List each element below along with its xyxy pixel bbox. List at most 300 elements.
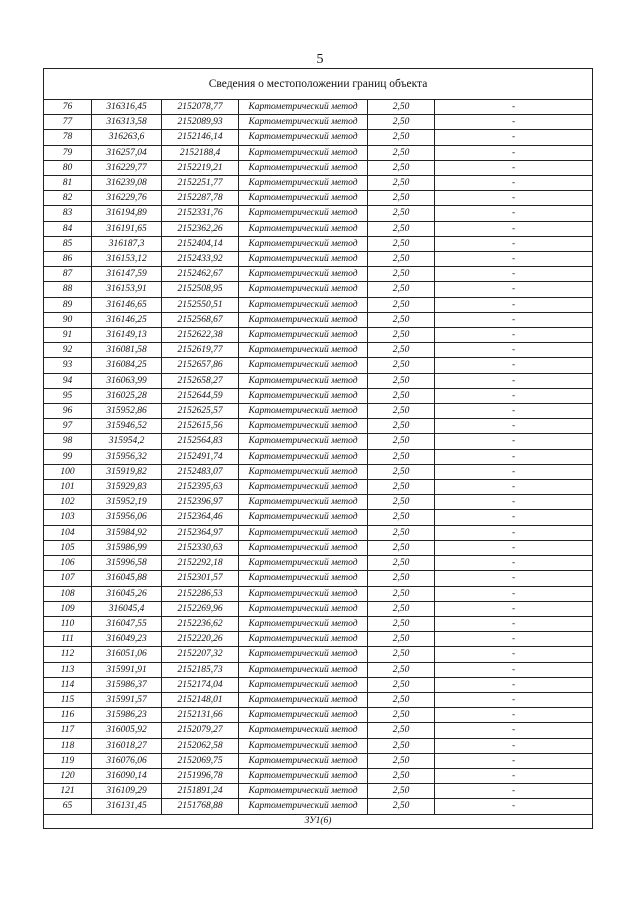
- table-row: [44, 100, 593, 115]
- point-number-cell: 84: [44, 221, 92, 236]
- y-coordinate-cell: 2152069,75: [162, 753, 239, 768]
- description-cell: -: [435, 540, 593, 555]
- y-coordinate-cell: 2152220,26: [162, 632, 239, 647]
- x-coordinate-cell: 316316,45: [92, 100, 162, 115]
- description-cell: -: [435, 100, 593, 115]
- method-cell: Картометрический метод: [239, 267, 368, 282]
- accuracy-cell: 2,50: [368, 662, 435, 677]
- table-row: [44, 571, 593, 586]
- point-number-cell: 105: [44, 540, 92, 555]
- y-coordinate-cell: 2152364,97: [162, 525, 239, 540]
- accuracy-cell: 2,50: [368, 267, 435, 282]
- method-cell: Картометрический метод: [239, 297, 368, 312]
- accuracy-cell: 2,50: [368, 692, 435, 707]
- y-coordinate-cell: 2152362,26: [162, 221, 239, 236]
- point-number-cell: 88: [44, 282, 92, 297]
- description-cell: -: [435, 692, 593, 707]
- method-cell: Картометрический метод: [239, 738, 368, 753]
- description-cell: -: [435, 586, 593, 601]
- description-cell: -: [435, 647, 593, 662]
- point-number-cell: 95: [44, 388, 92, 403]
- point-number-cell: 108: [44, 586, 92, 601]
- method-cell: Картометрический метод: [239, 510, 368, 525]
- y-coordinate-cell: 2152615,56: [162, 419, 239, 434]
- method-cell: Картометрический метод: [239, 449, 368, 464]
- x-coordinate-cell: 315986,23: [92, 708, 162, 723]
- description-cell: -: [435, 571, 593, 586]
- y-coordinate-cell: 2152462,67: [162, 267, 239, 282]
- accuracy-cell: 2,50: [368, 358, 435, 373]
- description-cell: -: [435, 236, 593, 251]
- table-row: [44, 540, 593, 555]
- accuracy-cell: 2,50: [368, 343, 435, 358]
- table-row: [44, 434, 593, 449]
- y-coordinate-cell: 2152330,63: [162, 540, 239, 555]
- description-cell: -: [435, 297, 593, 312]
- x-coordinate-cell: 315954,2: [92, 434, 162, 449]
- table-row: [44, 480, 593, 495]
- y-coordinate-cell: 2152188,4: [162, 145, 239, 160]
- table-row: [44, 236, 593, 251]
- x-coordinate-cell: 316018,27: [92, 738, 162, 753]
- point-number-cell: 112: [44, 647, 92, 662]
- y-coordinate-cell: 2152286,53: [162, 586, 239, 601]
- method-cell: Картометрический метод: [239, 723, 368, 738]
- y-coordinate-cell: 2152622,38: [162, 328, 239, 343]
- x-coordinate-cell: 316229,76: [92, 191, 162, 206]
- accuracy-cell: 2,50: [368, 206, 435, 221]
- point-number-cell: 100: [44, 464, 92, 479]
- description-cell: -: [435, 160, 593, 175]
- y-coordinate-cell: 2152174,04: [162, 677, 239, 692]
- x-coordinate-cell: 316045,26: [92, 586, 162, 601]
- accuracy-cell: 2,50: [368, 221, 435, 236]
- table-row: [44, 723, 593, 738]
- x-coordinate-cell: 315984,92: [92, 525, 162, 540]
- x-coordinate-cell: 316263,6: [92, 130, 162, 145]
- description-cell: -: [435, 404, 593, 419]
- method-cell: Картометрический метод: [239, 236, 368, 251]
- point-number-cell: 79: [44, 145, 92, 160]
- description-cell: -: [435, 449, 593, 464]
- accuracy-cell: 2,50: [368, 130, 435, 145]
- point-number-cell: 116: [44, 708, 92, 723]
- x-coordinate-cell: 316084,25: [92, 358, 162, 373]
- point-number-cell: 92: [44, 343, 92, 358]
- point-number-cell: 114: [44, 677, 92, 692]
- accuracy-cell: 2,50: [368, 312, 435, 327]
- method-cell: Картометрический метод: [239, 130, 368, 145]
- description-cell: -: [435, 145, 593, 160]
- y-coordinate-cell: 2151768,88: [162, 799, 239, 814]
- method-cell: Картометрический метод: [239, 343, 368, 358]
- x-coordinate-cell: 316081,58: [92, 343, 162, 358]
- point-number-cell: 103: [44, 510, 92, 525]
- description-cell: -: [435, 601, 593, 616]
- x-coordinate-cell: 316313,58: [92, 115, 162, 130]
- table-row: [44, 373, 593, 388]
- point-number-cell: 90: [44, 312, 92, 327]
- description-cell: -: [435, 510, 593, 525]
- table-row: [44, 267, 593, 282]
- description-cell: -: [435, 221, 593, 236]
- method-cell: Картометрический метод: [239, 799, 368, 814]
- y-coordinate-cell: 2152078,77: [162, 100, 239, 115]
- method-cell: Картометрический метод: [239, 404, 368, 419]
- point-number-cell: 83: [44, 206, 92, 221]
- method-cell: Картометрический метод: [239, 464, 368, 479]
- description-cell: -: [435, 753, 593, 768]
- description-cell: -: [435, 525, 593, 540]
- y-coordinate-cell: 2152269,96: [162, 601, 239, 616]
- y-coordinate-cell: 2152564,83: [162, 434, 239, 449]
- x-coordinate-cell: 315996,58: [92, 556, 162, 571]
- point-number-cell: 113: [44, 662, 92, 677]
- y-coordinate-cell: 2152433,92: [162, 252, 239, 267]
- point-number-cell: 82: [44, 191, 92, 206]
- table-row: [44, 206, 593, 221]
- method-cell: Картометрический метод: [239, 556, 368, 571]
- accuracy-cell: 2,50: [368, 723, 435, 738]
- description-cell: -: [435, 434, 593, 449]
- y-coordinate-cell: 2152207,32: [162, 647, 239, 662]
- description-cell: -: [435, 464, 593, 479]
- accuracy-cell: 2,50: [368, 176, 435, 191]
- y-coordinate-cell: 2152644,59: [162, 388, 239, 403]
- table-footer-row: [44, 814, 593, 828]
- description-cell: -: [435, 328, 593, 343]
- y-coordinate-cell: 2152568,67: [162, 312, 239, 327]
- x-coordinate-cell: 316194,89: [92, 206, 162, 221]
- y-coordinate-cell: 2152404,14: [162, 236, 239, 251]
- x-coordinate-cell: 316153,91: [92, 282, 162, 297]
- method-cell: Картометрический метод: [239, 206, 368, 221]
- accuracy-cell: 2,50: [368, 191, 435, 206]
- table-row: [44, 343, 593, 358]
- table-row: [44, 677, 593, 692]
- description-cell: -: [435, 799, 593, 814]
- table-row: [44, 616, 593, 631]
- description-cell: -: [435, 206, 593, 221]
- y-coordinate-cell: 2152131,66: [162, 708, 239, 723]
- method-cell: Картометрический метод: [239, 525, 368, 540]
- x-coordinate-cell: 316191,65: [92, 221, 162, 236]
- table-title: Сведения о местоположении границ объекта: [44, 69, 593, 100]
- accuracy-cell: 2,50: [368, 464, 435, 479]
- table-row: [44, 768, 593, 783]
- table-row: [44, 662, 593, 677]
- method-cell: Картометрический метод: [239, 571, 368, 586]
- method-cell: Картометрический метод: [239, 616, 368, 631]
- y-coordinate-cell: 2152292,18: [162, 556, 239, 571]
- accuracy-cell: 2,50: [368, 236, 435, 251]
- point-number-cell: 96: [44, 404, 92, 419]
- table-row: [44, 115, 593, 130]
- accuracy-cell: 2,50: [368, 373, 435, 388]
- y-coordinate-cell: 2151891,24: [162, 784, 239, 799]
- point-number-cell: 97: [44, 419, 92, 434]
- method-cell: Картометрический метод: [239, 312, 368, 327]
- x-coordinate-cell: 315956,32: [92, 449, 162, 464]
- accuracy-cell: 2,50: [368, 616, 435, 631]
- accuracy-cell: 2,50: [368, 495, 435, 510]
- y-coordinate-cell: 2152089,93: [162, 115, 239, 130]
- accuracy-cell: 2,50: [368, 586, 435, 601]
- x-coordinate-cell: 316051,06: [92, 647, 162, 662]
- point-number-cell: 87: [44, 267, 92, 282]
- accuracy-cell: 2,50: [368, 753, 435, 768]
- x-coordinate-cell: 316045,88: [92, 571, 162, 586]
- table-row: [44, 738, 593, 753]
- accuracy-cell: 2,50: [368, 601, 435, 616]
- table-row: [44, 586, 593, 601]
- y-coordinate-cell: 2152331,76: [162, 206, 239, 221]
- accuracy-cell: 2,50: [368, 510, 435, 525]
- description-cell: -: [435, 267, 593, 282]
- accuracy-cell: 2,50: [368, 784, 435, 799]
- description-cell: -: [435, 662, 593, 677]
- method-cell: Картометрический метод: [239, 176, 368, 191]
- x-coordinate-cell: 316005,92: [92, 723, 162, 738]
- point-number-cell: 91: [44, 328, 92, 343]
- table-footer: ЗУ1(6): [44, 814, 593, 828]
- method-cell: Картометрический метод: [239, 373, 368, 388]
- y-coordinate-cell: 2152625,57: [162, 404, 239, 419]
- description-cell: -: [435, 495, 593, 510]
- table-row: [44, 191, 593, 206]
- point-number-cell: 118: [44, 738, 92, 753]
- method-cell: Картометрический метод: [239, 662, 368, 677]
- accuracy-cell: 2,50: [368, 388, 435, 403]
- point-number-cell: 85: [44, 236, 92, 251]
- x-coordinate-cell: 315986,99: [92, 540, 162, 555]
- y-coordinate-cell: 2152395,63: [162, 480, 239, 495]
- y-coordinate-cell: 2152251,77: [162, 176, 239, 191]
- table-row: [44, 647, 593, 662]
- table-row: [44, 556, 593, 571]
- table-row: [44, 312, 593, 327]
- description-cell: -: [435, 708, 593, 723]
- page-number: 5: [316, 52, 324, 67]
- x-coordinate-cell: 316147,59: [92, 267, 162, 282]
- point-number-cell: 89: [44, 297, 92, 312]
- table-row: [44, 632, 593, 647]
- x-coordinate-cell: 316045,4: [92, 601, 162, 616]
- table-row: [44, 130, 593, 145]
- y-coordinate-cell: 2151996,78: [162, 768, 239, 783]
- method-cell: Картометрический метод: [239, 601, 368, 616]
- description-cell: -: [435, 191, 593, 206]
- point-number-cell: 86: [44, 252, 92, 267]
- x-coordinate-cell: 316049,23: [92, 632, 162, 647]
- x-coordinate-cell: 316090,14: [92, 768, 162, 783]
- method-cell: Картометрический метод: [239, 586, 368, 601]
- table-body: [44, 69, 593, 829]
- y-coordinate-cell: 2152491,74: [162, 449, 239, 464]
- point-number-cell: 110: [44, 616, 92, 631]
- description-cell: -: [435, 738, 593, 753]
- y-coordinate-cell: 2152185,73: [162, 662, 239, 677]
- x-coordinate-cell: 316076,06: [92, 753, 162, 768]
- table-row: [44, 252, 593, 267]
- table-row: [44, 145, 593, 160]
- table-row: [44, 692, 593, 707]
- y-coordinate-cell: 2152657,86: [162, 358, 239, 373]
- method-cell: Картометрический метод: [239, 495, 368, 510]
- point-number-cell: 121: [44, 784, 92, 799]
- table-row: [44, 328, 593, 343]
- y-coordinate-cell: 2152148,01: [162, 692, 239, 707]
- accuracy-cell: 2,50: [368, 419, 435, 434]
- table-row: [44, 419, 593, 434]
- point-number-cell: 81: [44, 176, 92, 191]
- method-cell: Картометрический метод: [239, 692, 368, 707]
- y-coordinate-cell: 2152658,27: [162, 373, 239, 388]
- accuracy-cell: 2,50: [368, 449, 435, 464]
- table-row: [44, 753, 593, 768]
- point-number-cell: 109: [44, 601, 92, 616]
- point-number-cell: 99: [44, 449, 92, 464]
- method-cell: Картометрический метод: [239, 221, 368, 236]
- method-cell: Картометрический метод: [239, 480, 368, 495]
- x-coordinate-cell: 315929,83: [92, 480, 162, 495]
- accuracy-cell: 2,50: [368, 556, 435, 571]
- y-coordinate-cell: 2152079,27: [162, 723, 239, 738]
- accuracy-cell: 2,50: [368, 404, 435, 419]
- description-cell: -: [435, 343, 593, 358]
- accuracy-cell: 2,50: [368, 297, 435, 312]
- accuracy-cell: 2,50: [368, 632, 435, 647]
- accuracy-cell: 2,50: [368, 100, 435, 115]
- accuracy-cell: 2,50: [368, 768, 435, 783]
- description-cell: -: [435, 388, 593, 403]
- accuracy-cell: 2,50: [368, 677, 435, 692]
- method-cell: Картометрический метод: [239, 647, 368, 662]
- point-number-cell: 77: [44, 115, 92, 130]
- table-row: [44, 358, 593, 373]
- point-number-cell: 80: [44, 160, 92, 175]
- x-coordinate-cell: 316187,3: [92, 236, 162, 251]
- point-number-cell: 106: [44, 556, 92, 571]
- x-coordinate-cell: 316063,99: [92, 373, 162, 388]
- x-coordinate-cell: 316239,08: [92, 176, 162, 191]
- accuracy-cell: 2,50: [368, 738, 435, 753]
- x-coordinate-cell: 315919,82: [92, 464, 162, 479]
- description-cell: -: [435, 480, 593, 495]
- method-cell: Картометрический метод: [239, 115, 368, 130]
- method-cell: Картометрический метод: [239, 100, 368, 115]
- x-coordinate-cell: 316025,28: [92, 388, 162, 403]
- point-number-cell: 107: [44, 571, 92, 586]
- x-coordinate-cell: 316149,13: [92, 328, 162, 343]
- method-cell: Картометрический метод: [239, 282, 368, 297]
- accuracy-cell: 2,50: [368, 799, 435, 814]
- method-cell: Картометрический метод: [239, 358, 368, 373]
- table-row: [44, 221, 593, 236]
- y-coordinate-cell: 2152396,97: [162, 495, 239, 510]
- description-cell: -: [435, 419, 593, 434]
- table-row: [44, 297, 593, 312]
- x-coordinate-cell: 316047,55: [92, 616, 162, 631]
- point-number-cell: 104: [44, 525, 92, 540]
- x-coordinate-cell: 316109,29: [92, 784, 162, 799]
- table-title-row: [44, 69, 593, 100]
- point-number-cell: 98: [44, 434, 92, 449]
- table-row: [44, 176, 593, 191]
- y-coordinate-cell: 2152483,07: [162, 464, 239, 479]
- table-row: [44, 601, 593, 616]
- x-coordinate-cell: 316257,04: [92, 145, 162, 160]
- boundary-coordinates-table: [43, 68, 593, 829]
- table-row: [44, 510, 593, 525]
- y-coordinate-cell: 2152287,78: [162, 191, 239, 206]
- y-coordinate-cell: 2152550,51: [162, 297, 239, 312]
- description-cell: -: [435, 358, 593, 373]
- description-cell: -: [435, 616, 593, 631]
- method-cell: Картометрический метод: [239, 145, 368, 160]
- point-number-cell: 115: [44, 692, 92, 707]
- description-cell: -: [435, 115, 593, 130]
- accuracy-cell: 2,50: [368, 434, 435, 449]
- accuracy-cell: 2,50: [368, 328, 435, 343]
- table-row: [44, 784, 593, 799]
- y-coordinate-cell: 2152364,46: [162, 510, 239, 525]
- accuracy-cell: 2,50: [368, 160, 435, 175]
- accuracy-cell: 2,50: [368, 282, 435, 297]
- method-cell: Картометрический метод: [239, 419, 368, 434]
- point-number-cell: 94: [44, 373, 92, 388]
- table-row: [44, 282, 593, 297]
- accuracy-cell: 2,50: [368, 115, 435, 130]
- x-coordinate-cell: 315946,52: [92, 419, 162, 434]
- method-cell: Картометрический метод: [239, 632, 368, 647]
- description-cell: -: [435, 556, 593, 571]
- description-cell: -: [435, 176, 593, 191]
- method-cell: Картометрический метод: [239, 252, 368, 267]
- x-coordinate-cell: 315991,91: [92, 662, 162, 677]
- table-row: [44, 799, 593, 814]
- x-coordinate-cell: 316131,45: [92, 799, 162, 814]
- point-number-cell: 120: [44, 768, 92, 783]
- y-coordinate-cell: 2152619,77: [162, 343, 239, 358]
- point-number-cell: 78: [44, 130, 92, 145]
- method-cell: Картометрический метод: [239, 160, 368, 175]
- description-cell: -: [435, 373, 593, 388]
- accuracy-cell: 2,50: [368, 525, 435, 540]
- method-cell: Картометрический метод: [239, 434, 368, 449]
- method-cell: Картометрический метод: [239, 328, 368, 343]
- x-coordinate-cell: 315956,06: [92, 510, 162, 525]
- accuracy-cell: 2,50: [368, 571, 435, 586]
- accuracy-cell: 2,50: [368, 252, 435, 267]
- table-row: [44, 404, 593, 419]
- table-row: [44, 388, 593, 403]
- table-row: [44, 525, 593, 540]
- description-cell: -: [435, 130, 593, 145]
- y-coordinate-cell: 2152236,62: [162, 616, 239, 631]
- method-cell: Картометрический метод: [239, 784, 368, 799]
- x-coordinate-cell: 316153,12: [92, 252, 162, 267]
- description-cell: -: [435, 677, 593, 692]
- point-number-cell: 102: [44, 495, 92, 510]
- point-number-cell: 65: [44, 799, 92, 814]
- y-coordinate-cell: 2152219,21: [162, 160, 239, 175]
- table-row: [44, 708, 593, 723]
- accuracy-cell: 2,50: [368, 540, 435, 555]
- x-coordinate-cell: 316229,77: [92, 160, 162, 175]
- description-cell: -: [435, 784, 593, 799]
- method-cell: Картометрический метод: [239, 388, 368, 403]
